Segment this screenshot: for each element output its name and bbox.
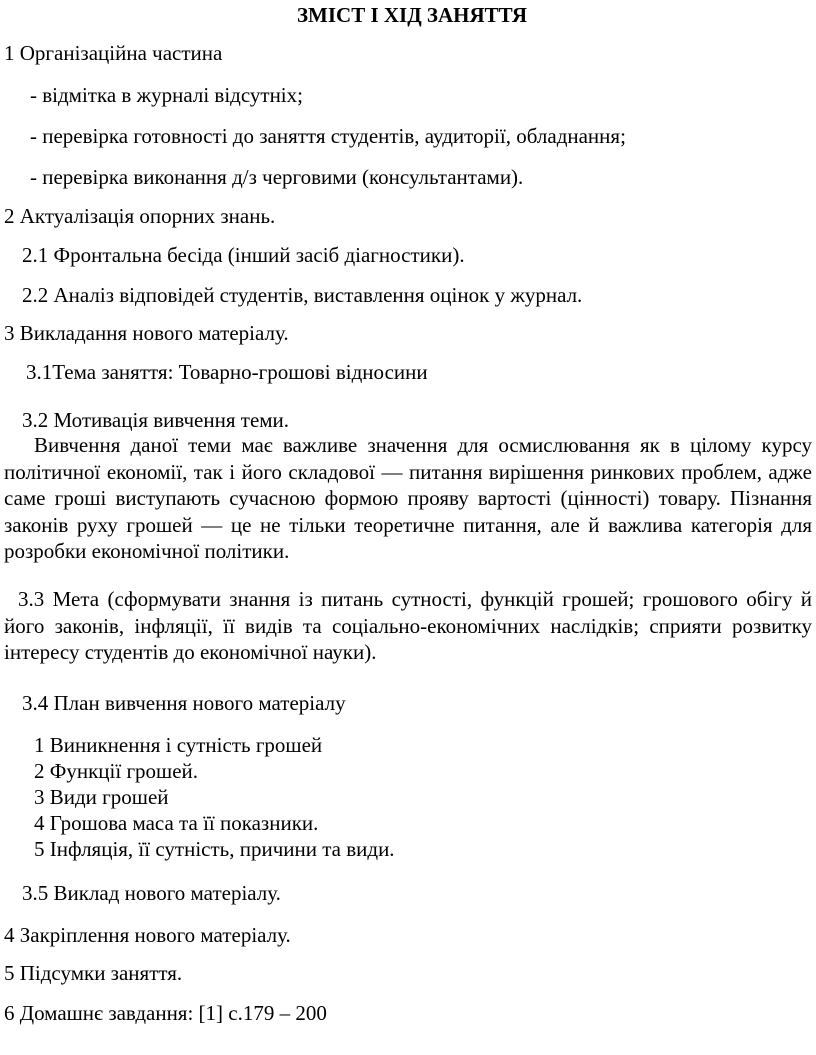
section-2-heading: 2 Актуалізація опорних знань. (4, 204, 276, 228)
section-3-2: 3.2 Мотивація вивчення теми. (22, 408, 290, 432)
plan-item: 3 Види грошей (34, 785, 169, 809)
plan-item: 5 Інфляція, її сутність, причини та види. (34, 837, 395, 861)
page-title: ЗМІСТ І ХІД ЗАНЯТТЯ (296, 3, 528, 27)
goal-paragraph: 3.3 Мета (сформувати знання із питань сутності, функцій грошей; грошового обігу й його законів, інфляції, її видів та соціально-економічних наслідків; сприяти розвитку інтересу студентів до економічної науки). (4, 587, 812, 664)
plan-item: 1 Виникнення і сутність грошей (34, 733, 323, 757)
section-4-heading: 4 Закріплення нового матеріалу. (4, 923, 291, 947)
section-5-heading: 5 Підсумки заняття. (4, 961, 183, 985)
section-1-item: - відмітка в журналі відсутніх; (30, 83, 303, 107)
section-3-5: 3.5 Виклад нового матеріалу. (22, 881, 281, 905)
plan-item: 2 Функції грошей. (34, 759, 199, 783)
plan-item: 4 Грошова маса та її показники. (34, 811, 319, 835)
section-3-1: 3.1Тема заняття: Товарно-грошові відносини (26, 360, 428, 384)
section-1-item: - перевірка готовності до заняття студентів, аудиторії, обладнання; (30, 124, 626, 148)
section-3-heading: 3 Викладання нового матеріалу. (4, 321, 289, 345)
section-2-2: 2.2 Аналіз відповідей студентів, виставлення оцінок у журнал. (22, 283, 583, 307)
section-1-item: - перевірка виконання д/з черговими (консультантами). (30, 165, 524, 189)
motivation-paragraph: Вивчення даної теми має важливе значення для осмислювання як в цілому курсу політичної економії, так і його складової — питання вирішення ринкових проблем, адже саме гроші виступають сучасною формою прояву вартості (цінності) товару. Пізнання законів руху грошей — це не тільки теоретичне питання, але й важлива категорія для розробки економічної політики. (4, 433, 812, 563)
section-1-heading: 1 Організаційна частина (4, 41, 223, 65)
section-6-heading: 6 Домашнє завдання: [1] с.179 – 200 (4, 1001, 327, 1025)
section-2-1: 2.1 Фронтальна бесіда (інший засіб діагностики). (22, 243, 465, 267)
section-3-4: 3.4 План вивчення нового матеріалу (22, 691, 346, 715)
